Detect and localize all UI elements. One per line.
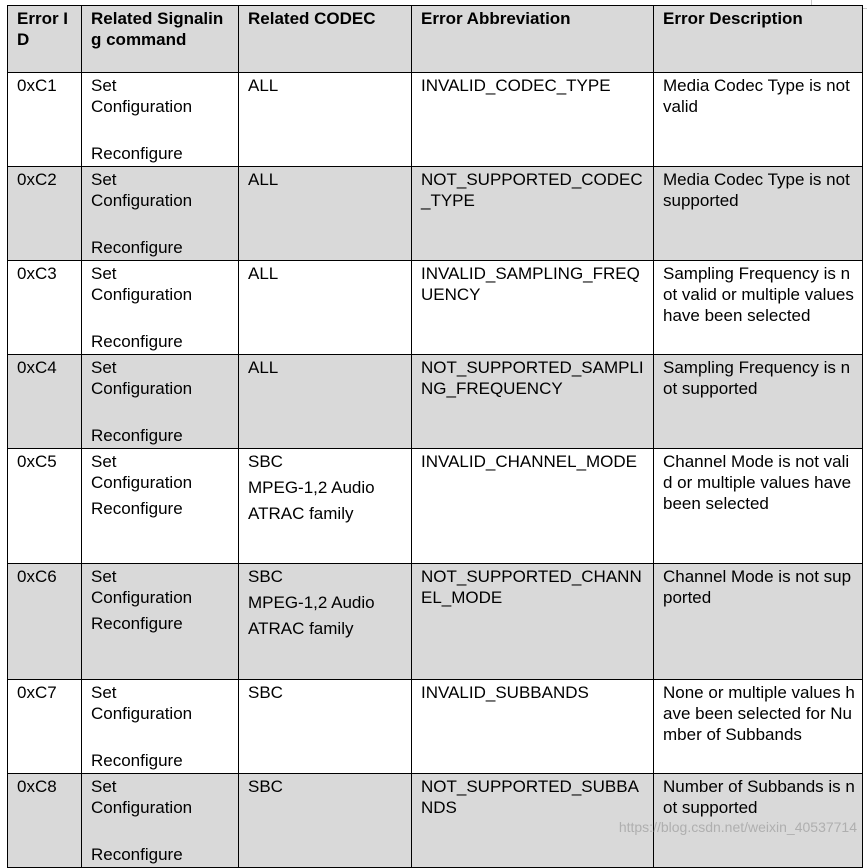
table-row — [8, 167, 863, 261]
error-description-cell: Number of Subbands is not supported — [654, 774, 863, 868]
command-reconfigure: Reconfigure — [91, 144, 183, 163]
command-reconfigure: Reconfigure — [91, 499, 183, 518]
command-set-configuration: Set Configuration — [91, 264, 193, 304]
related-codec-cell — [239, 261, 412, 355]
codec-name: MPEG-1,2 Audio — [248, 593, 375, 612]
error-abbreviation-cell: NOT_SUPPORTED_SAMPLING_FREQUENCY — [412, 355, 654, 449]
error-description-cell: Channel Mode is not valid or multiple values have been selected — [654, 449, 863, 564]
command-reconfigure: Reconfigure — [91, 332, 183, 351]
error-id-cell: 0xC4 — [8, 355, 82, 449]
command-set-configuration: Set Configuration — [91, 358, 193, 398]
command-reconfigure: Reconfigure — [91, 426, 183, 445]
command-spacer — [91, 305, 232, 331]
signaling-command-cell — [82, 73, 239, 167]
related-codec-cell — [239, 449, 412, 564]
codec-name: MPEG-1,2 Audio — [248, 478, 375, 497]
error-abbreviation-cell: INVALID_CHANNEL_MODE — [412, 449, 654, 564]
header-signaling-command: Related Signaling command — [82, 6, 239, 73]
table-row — [8, 564, 863, 680]
related-codec-cell — [239, 73, 412, 167]
error-id-cell: 0xC3 — [8, 261, 82, 355]
header-error-id: Error ID — [8, 6, 82, 73]
codec-name: ALL — [248, 170, 279, 189]
table-row — [8, 449, 863, 564]
error-abbreviation-cell: NOT_SUPPORTED_CODEC_TYPE — [412, 167, 654, 261]
command-spacer — [91, 399, 232, 425]
header-related-codec: Related CODEC — [239, 6, 412, 73]
error-abbreviation-cell: INVALID_SAMPLING_FREQUENCY — [412, 261, 654, 355]
signaling-command-cell — [82, 774, 239, 868]
error-description-cell: Media Codec Type is not supported — [654, 167, 863, 261]
header-row — [8, 6, 863, 73]
error-id-cell: 0xC8 — [8, 774, 82, 868]
command-set-configuration: Set Configuration — [91, 452, 193, 492]
command-set-configuration: Set Configuration — [91, 170, 193, 210]
command-spacer — [91, 724, 232, 750]
codec-name: SBC — [248, 567, 283, 586]
error-description-cell: Sampling Frequency is not supported — [654, 355, 863, 449]
header-error-abbreviation: Error Abbreviation — [412, 6, 654, 73]
error-description-cell: Channel Mode is not supported — [654, 564, 863, 680]
codec-name: ATRAC family — [248, 504, 354, 523]
related-codec-cell — [239, 680, 412, 774]
command-spacer — [91, 211, 232, 237]
command-reconfigure: Reconfigure — [91, 238, 183, 257]
command-set-configuration: Set Configuration — [91, 76, 193, 116]
command-set-configuration: Set Configuration — [91, 567, 193, 607]
watermark: https://blog.csdn.net/weixin_40537714 — [618, 819, 857, 835]
related-codec-cell — [239, 774, 412, 868]
error-codes-table — [7, 5, 863, 868]
table-row — [8, 73, 863, 167]
command-reconfigure: Reconfigure — [91, 751, 183, 770]
error-description-cell: Media Codec Type is not valid — [654, 73, 863, 167]
error-id-cell: 0xC2 — [8, 167, 82, 261]
error-abbreviation-cell: INVALID_CODEC_TYPE — [412, 73, 654, 167]
command-set-configuration: Set Configuration — [91, 777, 193, 817]
error-id-cell: 0xC6 — [8, 564, 82, 680]
header-error-description: Error Description — [654, 6, 863, 73]
table-row — [8, 680, 863, 774]
codec-name: SBC — [248, 452, 283, 471]
error-abbreviation-cell: NOT_SUPPORTED_SUBBANDS — [412, 774, 654, 868]
related-codec-cell — [239, 167, 412, 261]
command-reconfigure: Reconfigure — [91, 614, 183, 633]
command-spacer — [91, 117, 232, 143]
error-id-cell: 0xC7 — [8, 680, 82, 774]
codec-name: ALL — [248, 76, 279, 95]
related-codec-cell — [239, 564, 412, 680]
command-spacer — [91, 818, 232, 844]
table-row — [8, 355, 863, 449]
error-id-cell: 0xC5 — [8, 449, 82, 564]
signaling-command-cell — [82, 449, 239, 564]
error-abbreviation-cell: INVALID_SUBBANDS — [412, 680, 654, 774]
table-body — [8, 73, 863, 868]
command-reconfigure: Reconfigure — [91, 845, 183, 864]
signaling-command-cell — [82, 261, 239, 355]
signaling-command-cell — [82, 167, 239, 261]
table-row — [8, 261, 863, 355]
command-set-configuration: Set Configuration — [91, 683, 193, 723]
codec-name: SBC — [248, 777, 283, 796]
related-codec-cell — [239, 355, 412, 449]
error-description-cell: None or multiple values have been selected for Number of Subbands — [654, 680, 863, 774]
codec-name: ALL — [248, 264, 279, 283]
codec-name: SBC — [248, 683, 283, 702]
signaling-command-cell — [82, 680, 239, 774]
codec-name: ATRAC family — [248, 619, 354, 638]
error-abbreviation-cell: NOT_SUPPORTED_CHANNEL_MODE — [412, 564, 654, 680]
signaling-command-cell — [82, 355, 239, 449]
error-description-cell: Sampling Frequency is not valid or multiple values have been selected — [654, 261, 863, 355]
signaling-command-cell — [82, 564, 239, 680]
error-id-cell: 0xC1 — [8, 73, 82, 167]
codec-name: ALL — [248, 358, 279, 377]
